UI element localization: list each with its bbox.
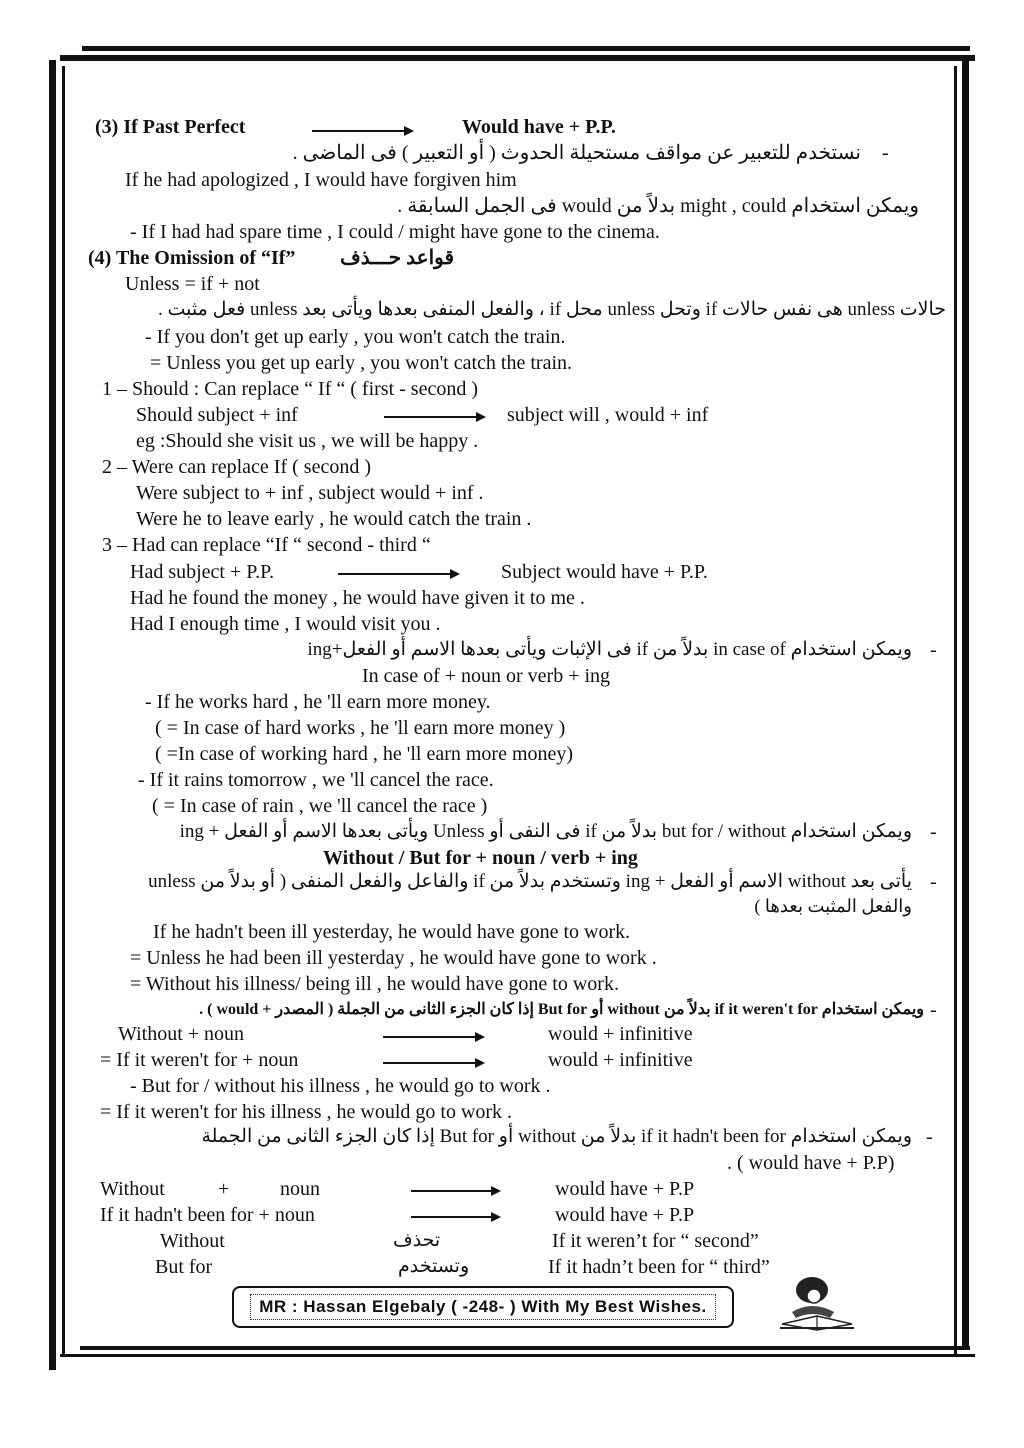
without-arabic2: يأتى بعد without الاسم أو الفعل + ing وتستخدم بدلاً من if والفاعل والفعل المنفى ( أو بدلاً من unless: [148, 871, 912, 892]
rule1-right: subject will , would + inf: [507, 404, 709, 426]
incase-example5: ( = In case of rain , we 'll cancel the race ): [152, 795, 488, 817]
rule3-title: 3 – Had can replace “If “ second - third “: [102, 534, 431, 556]
incase-example3: ( =In case of working hard , he 'll earn more money): [155, 743, 574, 765]
final-row1-mid: تحذف: [393, 1230, 441, 1251]
without-example2: = Unless he had been ill yesterday , he would have gone to work .: [130, 947, 657, 969]
rule1-title: 1 – Should : Can replace “ If “ ( first - second ): [102, 378, 478, 400]
werent-row2-left: = If it weren't for + noun: [100, 1049, 299, 1071]
hadnt-row1-without: Without: [100, 1178, 165, 1200]
final-row2-left: But for: [155, 1256, 213, 1278]
werent-row1-left: Without + noun: [118, 1023, 245, 1045]
werent-arabic: ويمكن استخدام if it weren't for بدلاً من without أو But for إذا كان الجزء الثانى من الجملة ( المصدر + would ) .: [199, 1001, 924, 1018]
dash: -: [930, 639, 937, 661]
hadnt-row1-plus: +: [218, 1178, 230, 1200]
dash: -: [930, 821, 937, 843]
incase-formula: In case of + noun or verb + ing: [362, 665, 611, 687]
footer-banner: [232, 1286, 734, 1328]
frame-top-border: [82, 46, 970, 51]
rule2-formula: Were subject to + inf , subject would + inf .: [136, 482, 484, 504]
section3-example: If he had apologized , I would have forgiven him: [125, 169, 517, 191]
frame-left-border: [49, 60, 56, 1370]
section3-formula: Would have + P.P.: [462, 116, 616, 138]
rule3-example2: Had I enough time , I would visit you .: [130, 613, 441, 635]
unless-arabic-rule: حالات unless هى نفس حالات if وتحل unless محل if ، والفعل المنفى بعدها ويأتى بعد unless فعل مثبت .: [158, 299, 946, 320]
without-example1: If he hadn't been ill yesterday, he would have gone to work.: [153, 921, 631, 943]
rule2-example: Were he to leave early , he would catch the train .: [136, 508, 532, 530]
arrow: [312, 130, 412, 132]
frame-right-border-inner: [954, 66, 957, 1356]
footer-text: MR : Hassan Elgebaly ( -248- ) With My Best Wishes.: [250, 1294, 715, 1320]
unless-definition: Unless = if + not: [125, 273, 260, 295]
without-arabic3: والفعل المثبت بعدها ): [754, 896, 912, 916]
dash: -: [930, 999, 937, 1021]
student-reading-icon: [772, 1272, 862, 1334]
frame-left-border-inner: [62, 66, 65, 1356]
frame-bottom-border-inner: [60, 1354, 975, 1357]
rule3-left: Had subject + P.P.: [130, 561, 275, 583]
without-formula: Without / But for + noun / verb + ing: [323, 847, 638, 869]
rule3-right: Subject would have + P.P.: [501, 561, 708, 583]
rule3-example1: Had he found the money , he would have given it to me .: [130, 587, 585, 609]
werent-row1-right: would + infinitive: [548, 1023, 693, 1045]
section4-heading-arabic: قواعد حـــذف: [340, 247, 455, 269]
hadnt-arabic2: . ( would have + P.P): [727, 1152, 895, 1174]
hadnt-row2-right: would have + P.P: [555, 1204, 695, 1226]
unless-example1: - If you don't get up early , you won't catch the train.: [145, 326, 566, 348]
final-row2-right: If it hadn’t been for “ third”: [548, 1256, 770, 1278]
unless-example2: = Unless you get up early , you won't catch the train.: [150, 352, 573, 374]
frame-right-border: [962, 58, 969, 1348]
arrow: [384, 416, 484, 418]
incase-example4: - If it rains tomorrow , we 'll cancel the race.: [138, 769, 494, 791]
hadnt-arabic: ويمكن استخدام if it hadn't been for بدلاً من without أو But for إذا كان الجزء الثانى من الجملة: [201, 1126, 912, 1147]
werent-row2-right: would + infinitive: [548, 1049, 693, 1071]
rule1-left: Should subject + inf: [136, 404, 298, 426]
arrow: [383, 1062, 483, 1064]
final-row2-mid: وتستخدم: [398, 1256, 470, 1277]
arrow: [411, 1190, 499, 1192]
werent-example1: - But for / without his illness , he would go to work .: [130, 1075, 551, 1097]
hadnt-row1-right: would have + P.P: [555, 1178, 695, 1200]
hadnt-row2-left: If it hadn't been for + noun: [100, 1204, 315, 1226]
arrow: [338, 573, 458, 575]
frame-top-border-inner: [60, 55, 975, 61]
section3-arabic-note2: ويمكن استخدام might , could بدلاً من would فى الجمل السابقة .: [397, 195, 919, 217]
section3-example2: - If I had had spare time , I could / might have gone to the cinema.: [130, 221, 660, 243]
final-row1-left: Without: [160, 1230, 225, 1252]
incase-example1: - If he works hard , he 'll earn more money.: [145, 691, 491, 713]
dash: -: [926, 1126, 933, 1148]
incase-arabic: ويمكن استخدام in case of بدلاً من if فى الإثبات ويأتى بعدها الاسم أو الفعل+ing: [307, 639, 912, 660]
rule1-example: eg :Should she visit us , we will be happy .: [136, 430, 479, 452]
hadnt-row1-noun: noun: [280, 1178, 320, 1200]
arrow: [411, 1216, 499, 1218]
dash: -: [882, 142, 889, 164]
section4-heading: (4) The Omission of “If”: [88, 247, 296, 269]
frame-bottom-border: [80, 1346, 970, 1350]
arrow: [383, 1036, 483, 1038]
final-row1-right: If it weren’t for “ second”: [552, 1230, 759, 1252]
rule2-title: 2 – Were can replace If ( second ): [102, 456, 371, 478]
section3-arabic-note: نستخدم للتعبير عن مواقف مستحيلة الحدوث ( أو التعبير ) فى الماضى .: [292, 142, 861, 164]
without-arabic: ويمكن استخدام but for / without بدلاً من if فى النفى أو Unless ويأتى بعدها الاسم أو الفعل + ing: [179, 821, 912, 842]
section3-heading: (3) If Past Perfect: [95, 116, 246, 138]
werent-example2: = If it weren't for his illness , he would go to work .: [100, 1101, 513, 1123]
incase-example2: ( = In case of hard works , he 'll earn more money ): [155, 717, 566, 739]
without-example3: = Without his illness/ being ill , he would have gone to work.: [130, 973, 619, 995]
dash: -: [930, 871, 937, 893]
